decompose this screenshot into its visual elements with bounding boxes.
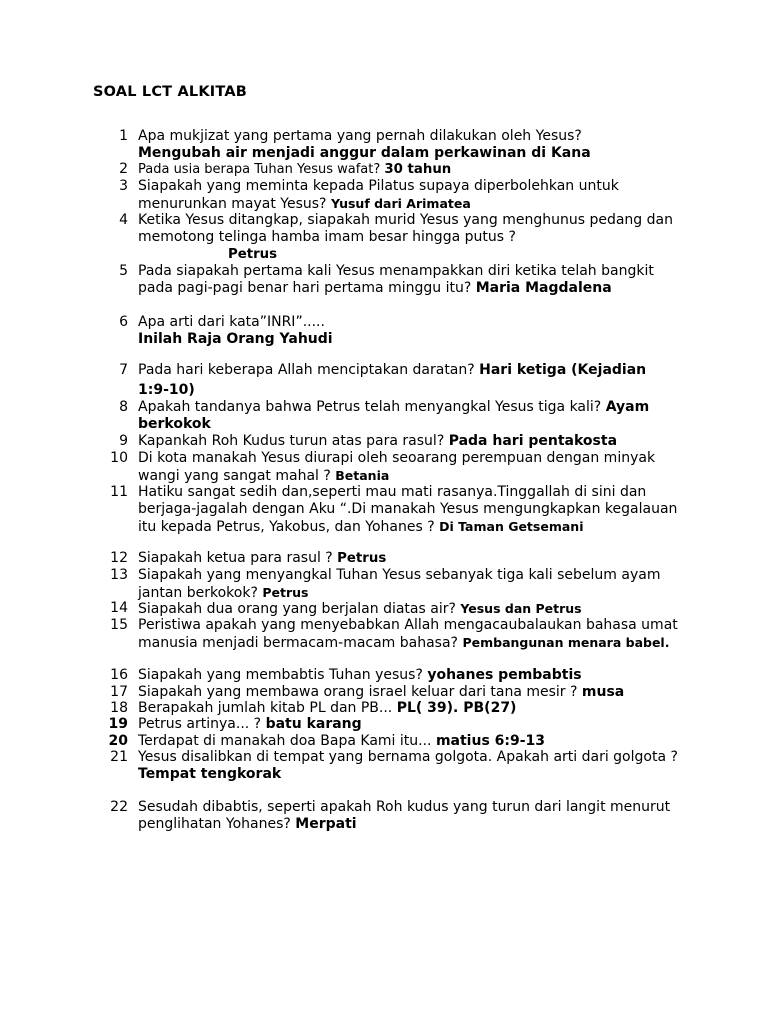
question-text [138, 684, 678, 701]
question: Sesudah dibabtis, seperti apakah Roh kudus yang turun dari langit menurut penglihatan Yohanes? [138, 799, 671, 832]
question-number: 5 [119, 263, 128, 279]
document-title: SOAL LCT ALKITAB [93, 84, 248, 100]
question-text [138, 314, 678, 348]
question-text [138, 567, 678, 602]
question: Siapakah yang membawa orang israel keluar dari tana mesir ? [138, 684, 582, 700]
answer: Inilah Raja Orang Yahudi [138, 331, 333, 347]
question: Pada siapakah pertama kali Yesus menampakkan diri ketika telah bangkit pada pagi-pagi benar hari pertama minggu itu? [138, 263, 654, 296]
question-text [138, 749, 678, 783]
question-text [138, 212, 678, 263]
answer: 30 tahun [384, 162, 452, 177]
question: Berapakah jumlah kitab PL dan PB... [138, 700, 397, 716]
answer: Petrus [262, 585, 309, 600]
question-text [138, 600, 678, 618]
answer: yohanes pembabtis [427, 667, 582, 683]
question-text [138, 617, 678, 652]
question-text [138, 178, 678, 213]
question: Di kota manakah Yesus diurapi oleh seoarang perempuan dengan minyak wangi yang sangat mahal ? [138, 450, 656, 484]
answer: matius 6:9-13 [435, 733, 546, 749]
answer: musa [581, 684, 625, 700]
question: Pada hari keberapa Allah menciptakan daratan? [138, 362, 480, 378]
answer: Yesus dan Petrus [460, 601, 582, 616]
question-text [138, 161, 678, 178]
question-number: 18 [110, 700, 128, 716]
answer: Yusuf dari Arimatea [330, 196, 471, 211]
question-number: 20 [108, 733, 128, 749]
question-text [138, 263, 678, 297]
question-number: 10 [110, 450, 128, 466]
question-number: 11 [110, 484, 128, 500]
answer: Betania [335, 468, 390, 483]
question: Peristiwa apakah yang menyebabkan Allah mengacaubalaukan bahasa umat manusia menjadi bermacam-macam bahasa? [138, 617, 678, 651]
question: Apa arti dari kata”INRI”..... [138, 314, 325, 330]
question-number: 12 [110, 550, 128, 566]
question-number: 9 [119, 433, 128, 449]
question-number: 8 [119, 399, 128, 415]
question: Petrus artinya... ? [138, 716, 266, 732]
answer: Hari ketiga (Kejadian 1:9-10) [138, 362, 647, 398]
question-number: 21 [110, 749, 128, 765]
question: Siapakah yang menyangkal Tuhan Yesus sebanyak tiga kali sebelum ayam jantan berkokok? [138, 567, 661, 601]
question-number: 16 [110, 667, 128, 683]
question: Terdapat di manakah doa Bapa Kami itu... [138, 733, 436, 749]
answer: Pada hari pentakosta [448, 433, 618, 449]
question-number: 13 [110, 567, 128, 583]
question-text [138, 700, 678, 717]
answer: Pembangunan menara babel. [462, 635, 670, 650]
question-text [138, 550, 678, 567]
question-text [138, 484, 678, 536]
answer: Ayam berkokok [138, 399, 650, 432]
answer: Tempat tengkorak [138, 766, 282, 782]
question: Siapakah yang meminta kepada Pilatus supaya diperbolehkan untuk menurunkan mayat Yesus? [138, 178, 619, 212]
question-text [138, 716, 678, 733]
answer: Merpati [295, 816, 357, 832]
question-number: 14 [110, 600, 128, 616]
question-number: 15 [110, 617, 128, 633]
question-number: 4 [119, 212, 128, 228]
question: Siapakah ketua para rasul ? [138, 550, 338, 566]
question: Pada usia berapa Tuhan Yesus wafat? [138, 162, 385, 177]
question: Hatiku sangat sedih dan,seperti mau mati rasanya.Tinggallah di sini dan berjaga-jagalah dengan Aku “.Di manakah Yesus mengungkapkan kegalauan itu kepada Petrus, Yakobus, dan Yohanes ? [138, 484, 678, 535]
answer: Mengubah air menjadi anggur dalam perkawinan di Kana [138, 145, 591, 161]
question-number: 1 [119, 128, 128, 144]
answer: Di Taman Getsemani [439, 519, 584, 534]
question-number: 22 [110, 799, 128, 815]
question: Siapakah yang membabtis Tuhan yesus? [138, 667, 428, 683]
question-text [138, 799, 678, 833]
answer: Maria Magdalena [475, 280, 612, 296]
question-text [138, 360, 678, 400]
question-number: 6 [119, 314, 128, 330]
question-number: 19 [108, 716, 128, 732]
question: Yesus disalibkan di tempat yang bernama golgota. Apakah arti dari golgota ? [138, 749, 678, 765]
question-number: 2 [119, 161, 128, 177]
question-text [138, 667, 678, 684]
question-number: 7 [119, 362, 128, 378]
question-text [138, 399, 678, 433]
question: Apa mukjizat yang pertama yang pernah dilakukan oleh Yesus? [138, 128, 582, 144]
answer: batu karang [265, 716, 362, 732]
question-text [138, 733, 678, 750]
question: Kapankah Roh Kudus turun atas para rasul? [138, 433, 449, 449]
question: Ketika Yesus ditangkap, siapakah murid Yesus yang menghunus pedang dan memotong telinga hamba imam besar hingga putus ? [138, 212, 673, 245]
answer: PL( 39). PB(27) [396, 700, 517, 716]
question: Siapakah dua orang yang berjalan diatas air? [138, 601, 461, 617]
question-text [138, 128, 678, 162]
question-number: 3 [119, 178, 128, 194]
question-number: 17 [110, 684, 128, 700]
answer: Petrus [228, 247, 278, 262]
question: Apakah tandanya bahwa Petrus telah menyangkal Yesus tiga kali? [138, 399, 606, 415]
question-text [138, 433, 678, 450]
question-text [138, 450, 678, 485]
answer: Petrus [337, 551, 387, 566]
